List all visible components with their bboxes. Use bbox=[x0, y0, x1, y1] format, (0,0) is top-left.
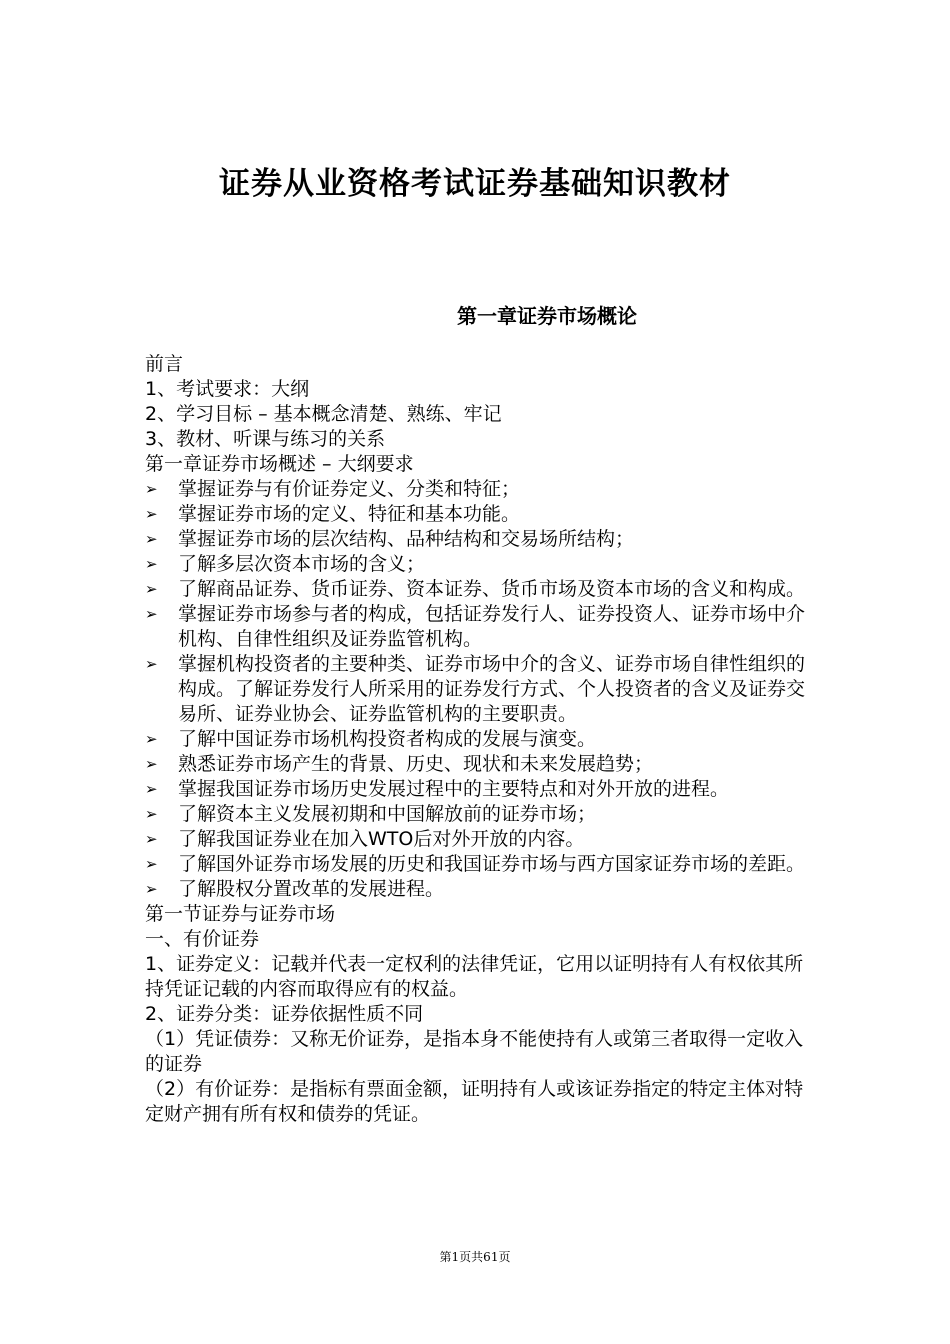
intro-line: 2、学习目标 – 基本概念清楚、熟练、牢记 bbox=[145, 403, 502, 425]
paragraph: （1）凭证债券：又称无价证券，是指本身不能使持有人或第三者取得一定收入的证券 bbox=[145, 1028, 804, 1075]
arrow-bullet-icon: ➢ bbox=[145, 830, 158, 848]
paragraph: （2）有价证券：是指标有票面金额，证明持有人或该证券指定的特定主体对特定财产拥有所有权和债券的凭证。 bbox=[145, 1078, 804, 1125]
bullet-text: 掌握机构投资者的主要种类、证券市场中介的含义、证券市场自律性组织的构成。了解证券发行人所采用的证券发行方式、个人投资者的含义及证券交易所、证券业协会、证券监管机构的主要职责。 bbox=[178, 653, 806, 725]
bullet-text: 了解我国证券业在加入WTO后对外开放的内容。 bbox=[178, 828, 585, 850]
arrow-bullet-icon: ➢ bbox=[145, 555, 158, 573]
intro-line: 第一章证券市场概述 – 大纲要求 bbox=[145, 453, 414, 475]
paragraph: 2、证券分类：证券依据性质不同 bbox=[145, 1003, 424, 1025]
bullet-item bbox=[145, 652, 815, 727]
arrow-bullet-icon: ➢ bbox=[145, 755, 158, 773]
intro-line: 1、考试要求：大纲 bbox=[145, 378, 310, 400]
bullet-item bbox=[145, 477, 815, 502]
arrow-bullet-icon: ➢ bbox=[145, 605, 158, 623]
bullet-text: 掌握证券市场的层次结构、品种结构和交易场所结构； bbox=[178, 528, 635, 550]
bullet-item bbox=[145, 827, 815, 852]
bullet-text: 掌握证券与有价证券定义、分类和特征； bbox=[178, 478, 521, 500]
arrow-bullet-icon: ➢ bbox=[145, 480, 158, 498]
arrow-bullet-icon: ➢ bbox=[145, 530, 158, 548]
arrow-bullet-icon: ➢ bbox=[145, 580, 158, 598]
bullet-item bbox=[145, 602, 815, 652]
bullet-text: 了解股权分置改革的发展进程。 bbox=[178, 878, 445, 900]
arrow-bullet-icon: ➢ bbox=[145, 880, 158, 898]
arrow-bullet-icon: ➢ bbox=[145, 505, 158, 523]
chapter-heading: 第一章证券市场概论 bbox=[457, 304, 637, 328]
bullet-item bbox=[145, 527, 815, 552]
arrow-bullet-icon: ➢ bbox=[145, 805, 158, 823]
bullet-item bbox=[145, 577, 815, 602]
bullet-item bbox=[145, 502, 815, 527]
intro-line: 3、教材、听课与练习的关系 bbox=[145, 428, 386, 450]
bullet-text: 掌握我国证券市场历史发展过程中的主要特点和对外开放的进程。 bbox=[178, 778, 730, 800]
arrow-bullet-icon: ➢ bbox=[145, 655, 158, 673]
bullet-text: 了解国外证券市场发展的历史和我国证券市场与西方国家证券市场的差距。 bbox=[178, 853, 806, 875]
page-number: 第1页共61页 bbox=[439, 1250, 511, 1264]
bullet-text: 掌握证券市场参与者的构成，包括证券发行人、证券投资人、证券市场中介机构、自律性组织及证券监管机构。 bbox=[178, 603, 806, 650]
bullet-text: 了解中国证券市场机构投资者构成的发展与演变。 bbox=[178, 728, 597, 750]
intro-line: 前言 bbox=[145, 353, 184, 375]
bullet-text: 了解多层次资本市场的含义； bbox=[178, 553, 426, 575]
subsection-heading: 一、有价证券 bbox=[145, 928, 260, 950]
section-heading: 第一节证券与证券市场 bbox=[145, 903, 336, 925]
arrow-bullet-icon: ➢ bbox=[145, 855, 158, 873]
arrow-bullet-icon: ➢ bbox=[145, 730, 158, 748]
syllabus-bullet-list bbox=[145, 477, 815, 902]
arrow-bullet-icon: ➢ bbox=[145, 780, 158, 798]
bullet-item bbox=[145, 802, 815, 827]
document-body bbox=[145, 352, 815, 1127]
bullet-item bbox=[145, 552, 815, 577]
bullet-item bbox=[145, 777, 815, 802]
bullet-text: 了解资本主义发展初期和中国解放前的证券市场； bbox=[178, 803, 597, 825]
bullet-text: 掌握证券市场的定义、特征和基本功能。 bbox=[178, 503, 521, 525]
bullet-item bbox=[145, 727, 815, 752]
document-title: 证券从业资格考试证券基础知识教材 bbox=[219, 166, 731, 202]
bullet-text: 熟悉证券市场产生的背景、历史、现状和未来发展趋势； bbox=[178, 753, 654, 775]
bullet-item bbox=[145, 877, 815, 902]
bullet-text: 了解商品证券、货币证券、资本证券、货币市场及资本市场的含义和构成。 bbox=[178, 578, 806, 600]
paragraph: 1、证券定义：记载并代表一定权利的法律凭证，它用以证明持有人有权依其所持凭证记载的内容而取得应有的权益。 bbox=[145, 953, 804, 1000]
bullet-item bbox=[145, 852, 815, 877]
bullet-item bbox=[145, 752, 815, 777]
